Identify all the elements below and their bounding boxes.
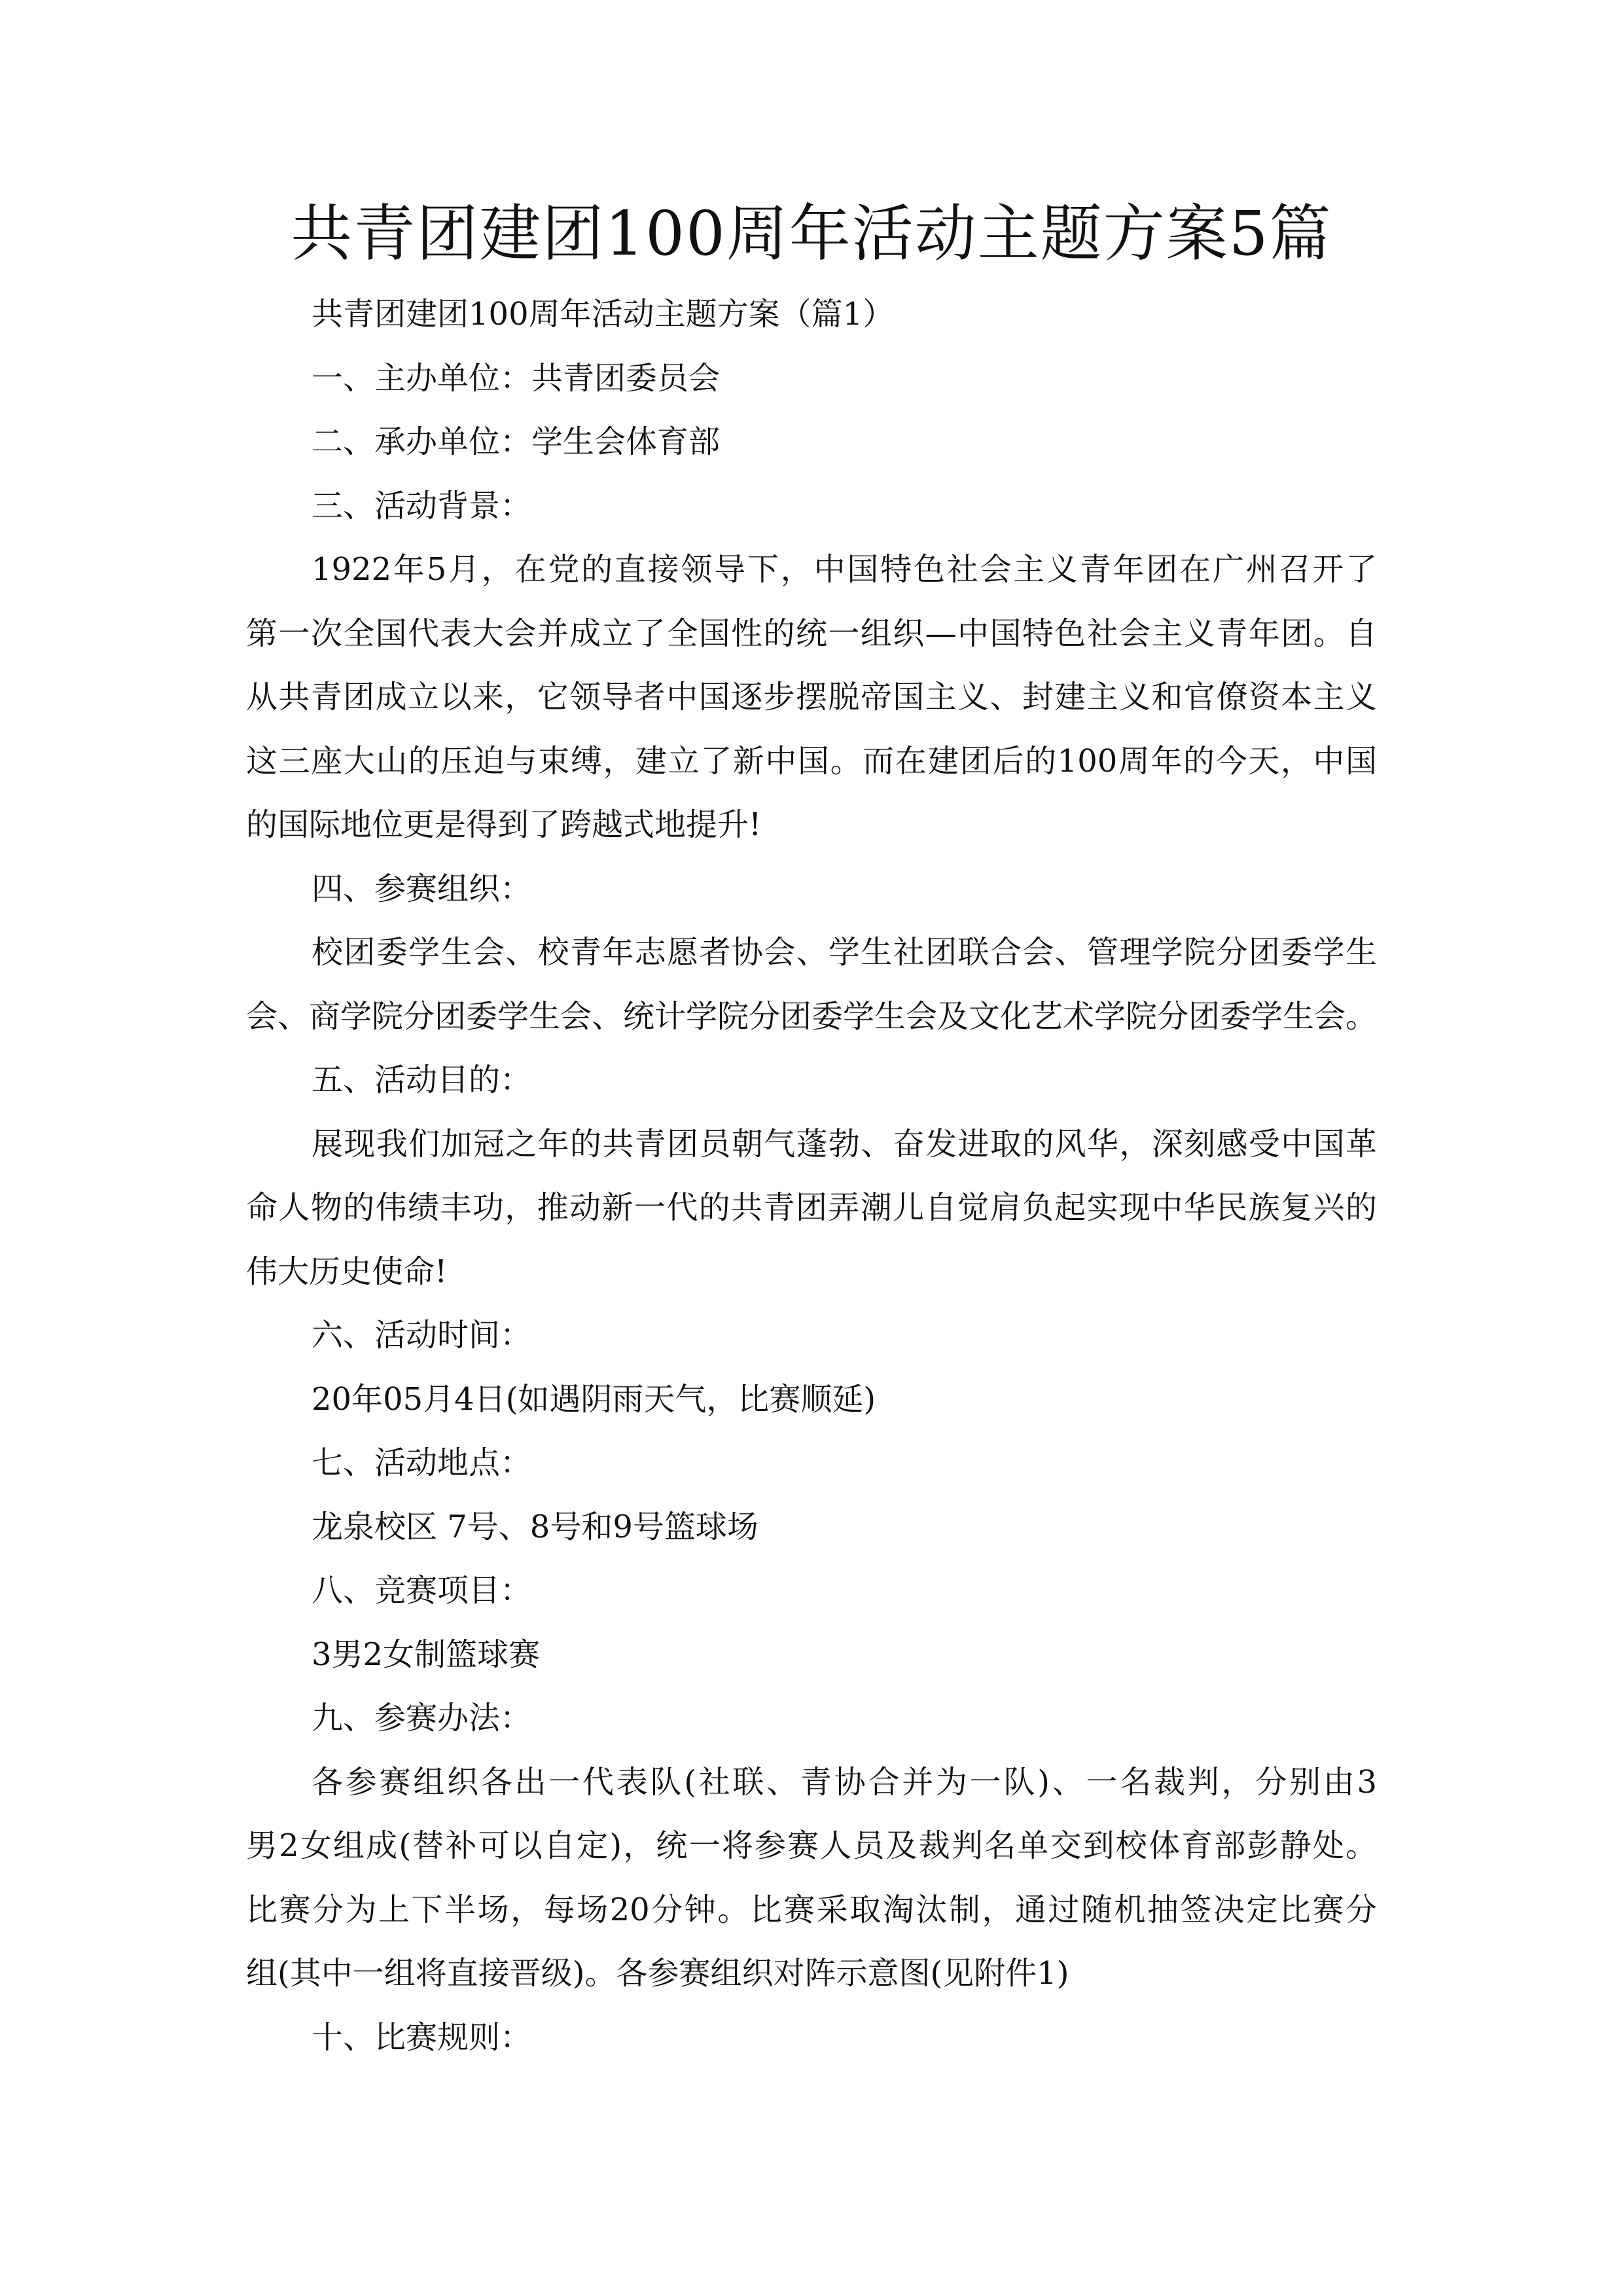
section-heading: 九、参赛办法： — [312, 1700, 532, 1736]
section-heading: 共青团建团100周年活动主题方案（篇1） — [312, 296, 895, 332]
paragraph-line: 各参赛组织各出一代表队(社联、青协合并为一队)、一名裁判，分别由3 — [312, 1763, 1377, 1801]
section-heading: 四、参赛组织： — [312, 870, 532, 907]
paragraph-line: 伟大历史使命! — [246, 1253, 448, 1290]
paragraph-line: 20年05月4日(如遇阴雨天气，比赛顺延) — [312, 1380, 876, 1418]
paragraph-line: 组(其中一组将直接晋级)。各参赛组织对阵示意图(见附件1) — [246, 1955, 1069, 1992]
paragraph-line: 第一次全国代表大会并成立了全国性的统一组织—中国特色社会主义青年团。自 — [246, 615, 1377, 652]
section-heading: 一、主办单位：共青团委员会 — [312, 359, 721, 397]
paragraph-line: 比赛分为上下半场，每场20分钟。比赛采取淘汰制，通过随机抽签决定比赛分 — [246, 1891, 1377, 1928]
paragraph-line: 1922年5月，在党的直接领导下，中国特色社会主义青年团在广州召开了 — [312, 551, 1377, 588]
section-heading: 八、竞赛项目： — [312, 1572, 532, 1609]
paragraph-line: 这三座大山的压迫与束缚，建立了新中国。而在建团后的100周年的今天，中国 — [246, 742, 1377, 780]
section-heading: 七、活动地点： — [312, 1444, 532, 1481]
paragraph-line: 会、商学院分团委学生会、统计学院分团委学生会及文化艺术学院分团委学生会。 — [246, 997, 1378, 1035]
paragraph-line: 命人物的伟绩丰功，推动新一代的共青团弄潮儿自觉肩负起实现中华民族复兴的 — [246, 1189, 1377, 1226]
paragraph-line: 展现我们加冠之年的共青团员朝气蓬勃、奋发进取的风华，深刻感受中国革 — [312, 1125, 1377, 1162]
section-heading: 六、活动时间： — [312, 1317, 532, 1354]
section-heading: 三、活动背景： — [312, 487, 532, 524]
document-title: 共青团建团100周年活动主题方案5篇 — [291, 198, 1332, 270]
paragraph-line: 男2女组成(替补可以自定)，统一将参赛人员及裁判名单交到校体育部彭静处。 — [246, 1827, 1377, 1864]
section-heading: 二、承办单位：学生会体育部 — [312, 423, 721, 460]
paragraph-line: 校团委学生会、校青年志愿者协会、学生社团联合会、管理学院分团委学生 — [312, 934, 1377, 971]
paragraph-line: 龙泉校区 7号、8号和9号篮球场 — [312, 1508, 758, 1545]
paragraph-line: 从共青团成立以来，它领导者中国逐步摆脱帝国主义、封建主义和官僚资本主义 — [246, 679, 1377, 715]
section-heading: 五、活动目的： — [312, 1062, 532, 1098]
paragraph-line: 3男2女制篮球赛 — [312, 1636, 541, 1673]
section-heading: 十、比赛规则： — [312, 2018, 532, 2056]
paragraph-line: 的国际地位更是得到了跨越式地提升! — [246, 806, 762, 843]
document-body — [246, 283, 1377, 2070]
